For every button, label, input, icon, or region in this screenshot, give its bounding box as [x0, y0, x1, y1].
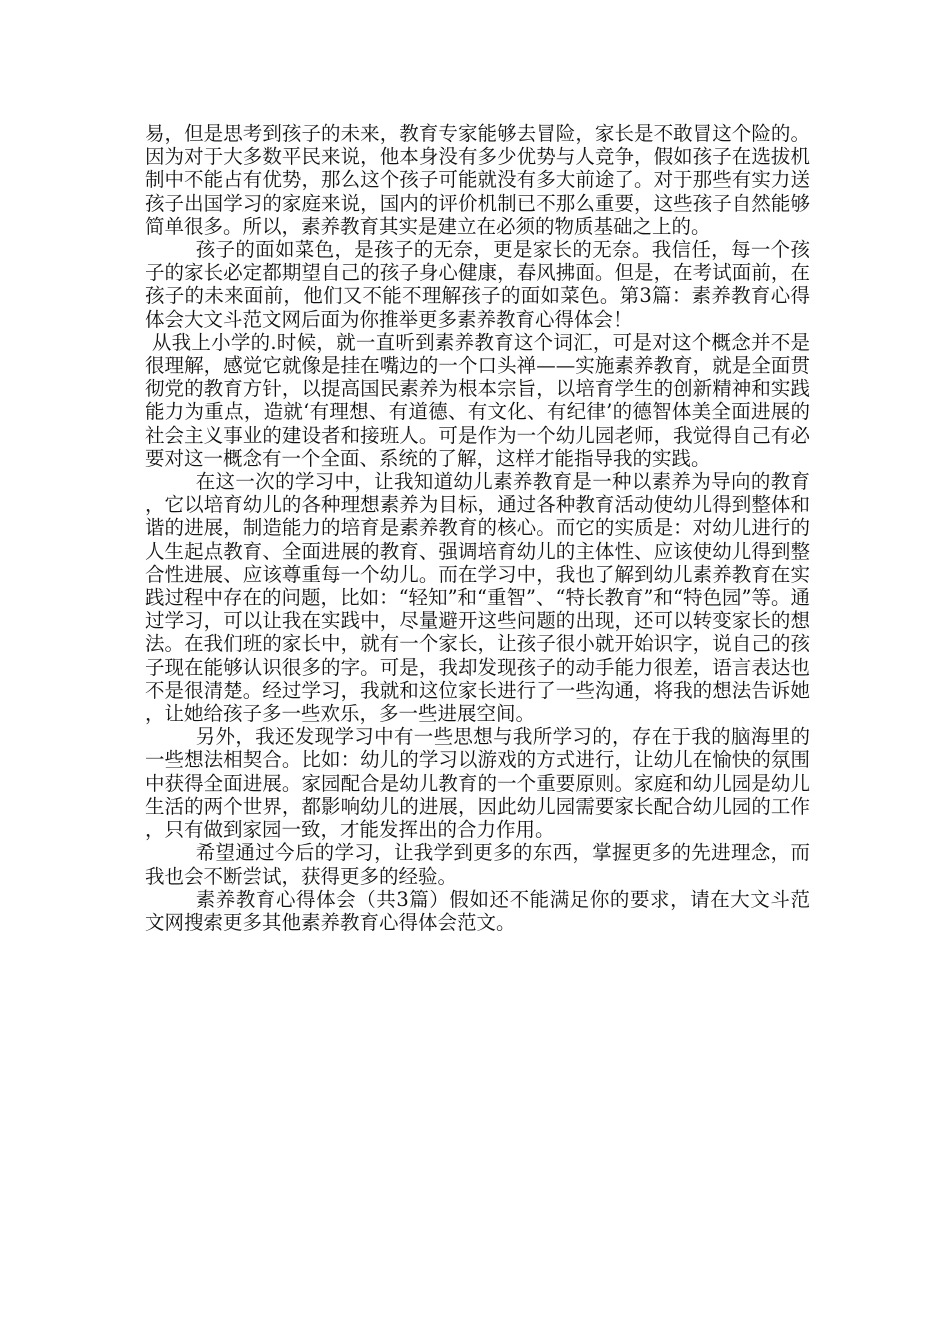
document-page	[145, 122, 810, 934]
paragraph-4: 在这一次的学习中，让我知道幼儿素养教育是一种以素养为导向的教育，它以培育幼儿的各种理想素养为目标，通过各种教育活动使幼儿得到整体和谐的进展，制造能力的培育是素养教育的核心。而它的实质是：对幼儿进行的人生起点教育、全面进展的教育、强调培育幼儿的主体性、应该使幼儿得到整合性进展、应该尊重每一个幼儿。而在学习中，我也了解到幼儿素养教育在实践过程中存在的问题，比如：“轻知”和“重智”、“特长教育”和“特色园”等。通过学习，可以让我在实践中，尽量避开这些问题的出现，还可以转变家长的想法。在我们班的家长中，就有一个家长，让孩子很小就开始识字，说自己的孩子现在能够认识很多的字。可是，我却发现孩子的动手能力很差，语言表达也不是很清楚。经过学习，我就和这位家长进行了一些沟通，将我的想法告诉她，让她给孩子多一些欢乐，多一些进展空间。	[145, 470, 810, 726]
paragraph-3: 从我上小学的.时候，就一直听到素养教育这个词汇，可是对这个概念并不是很理解，感觉它就像是挂在嘴边的一个口头禅——实施素养教育，就是全面贯彻党的教育方针，以提高国民素养为根本宗旨，以培育学生的创新精神和实践能力为重点，造就‘有理想、有道德、有文化、有纪律’的德智体美全面进展的社会主义事业的建设者和接班人。可是作为一个幼儿园老师，我觉得自己有必要对这一概念有一个全面、系统的了解，这样才能指导我的实践。	[145, 330, 810, 470]
paragraph-1: 易，但是思考到孩子的未来，教育专家能够去冒险，家长是不敢冒这个险的。因为对于大多数平民来说，他本身没有多少优势与人竞争，假如孩子在选拔机制中不能占有优势，那么这个孩子可能就没有多大前途了。对于那些有实力送孩子出国学习的家庭来说，国内的评价机制已不那么重要，这些孩子自然能够简单很多。所以，素养教育其实是建立在必须的物质基础之上的。	[145, 122, 810, 238]
paragraph-2: 孩子的面如菜色，是孩子的无奈，更是家长的无奈。我信任，每一个孩子的家长必定都期望自己的孩子身心健康，春风拂面。但是，在考试面前，在孩子的未来面前，他们又不能不理解孩子的面如菜色。第3篇：素养教育心得体会大文斗范文网后面为你推举更多素养教育心得体会！	[145, 238, 810, 331]
paragraph-5: 另外，我还发现学习中有一些思想与我所学习的，存在于我的脑海里的一些想法相契合。比如：幼儿的学习以游戏的方式进行，让幼儿在愉快的氛围中获得全面进展。家园配合是幼儿教育的一个重要原则。家庭和幼儿园是幼儿生活的两个世界，都影响幼儿的进展，因此幼儿园需要家长配合幼儿园的工作，只有做到家园一致，才能发挥出的合力作用。	[145, 725, 810, 842]
paragraph-6: 希望通过今后的学习，让我学到更多的东西，掌握更多的先进理念，而我也会不断尝试，获得更多的经验。	[145, 841, 810, 888]
paragraph-7: 素养教育心得体会（共3篇）假如还不能满足你的要求，请在大文斗范文网搜索更多其他素养教育心得体会范文。	[145, 887, 810, 934]
